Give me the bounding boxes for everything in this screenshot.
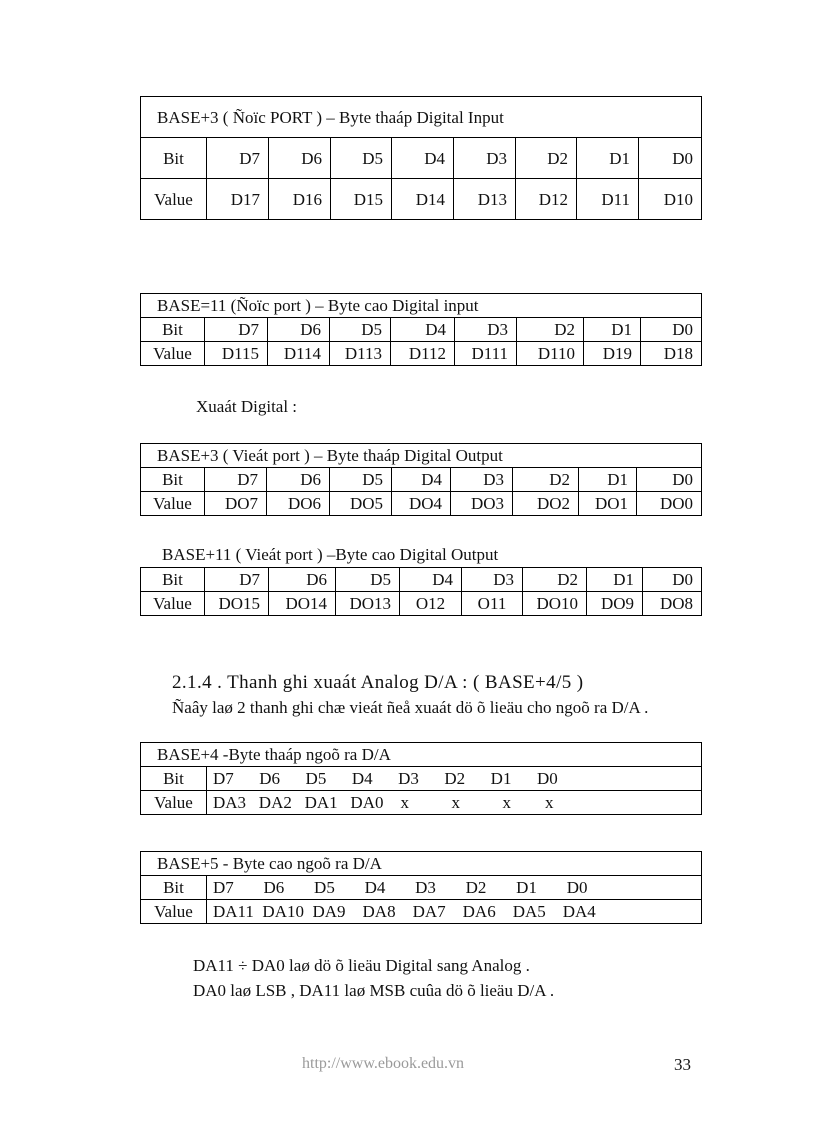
cell: D3 [462,568,523,592]
value-sequence: DA3 DA2 DA1 DA0 x x x x [207,791,702,815]
cell: D4 [391,318,455,342]
cell: D3 [454,138,516,179]
cell: D112 [391,342,455,366]
cell: D114 [268,342,330,366]
value-sequence: DA11 DA10 DA9 DA8 DA7 DA6 DA5 DA4 [207,900,702,924]
row-label: Bit [141,876,207,900]
cell: D0 [641,318,702,342]
row-label: Value [141,492,205,516]
cell: D4 [392,138,454,179]
cell: D6 [268,318,330,342]
cell: DO6 [267,492,330,516]
table-base11-digital-input-high [140,293,701,366]
row-label: Value [141,179,207,220]
cell: D115 [205,342,268,366]
cell: D16 [269,179,331,220]
table-base3-digital-input-low [140,96,701,220]
cell: D14 [392,179,454,220]
row-label: Value [141,342,205,366]
cell: D5 [330,468,392,492]
cell: D7 [205,318,268,342]
note-da-range: DA11 ÷ DA0 laø dö õ lieäu Digital sang Analog . [193,956,530,975]
table-base4-da-low [140,742,701,815]
page-number: 33 [674,1055,691,1074]
cell: D11 [577,179,639,220]
cell: D6 [269,568,336,592]
cell: D3 [451,468,513,492]
cell: D19 [584,342,641,366]
row-label: Bit [141,138,207,179]
cell: O12 [400,592,462,616]
cell: D1 [587,568,643,592]
cell: D1 [584,318,641,342]
row-label: Value [141,592,205,616]
row-label: Value [141,900,207,924]
cell: DO14 [269,592,336,616]
table-title: BASE+3 ( Ñoïc PORT ) – Byte thaáp Digital Input [141,97,702,138]
register-table [140,293,702,366]
cell: D2 [516,138,577,179]
cell: DO8 [643,592,702,616]
cell: D2 [513,468,579,492]
cell: D3 [455,318,517,342]
table-title: BASE+3 ( Vieát port ) – Byte thaáp Digital Output [141,444,702,468]
cell: D7 [205,568,269,592]
cell: D111 [455,342,517,366]
row-label: Bit [141,767,207,791]
register-table [140,443,702,516]
cell: DO5 [330,492,392,516]
register-table [140,567,702,616]
cell: D7 [205,468,267,492]
cell: DO1 [579,492,637,516]
cell: D13 [454,179,516,220]
cell: D0 [639,138,702,179]
bit-sequence: D7 D6 D5 D4 D3 D2 D1 D0 [207,767,702,791]
cell: DO2 [513,492,579,516]
xuat-digital-label: Xuaát Digital : [196,397,298,416]
cell: D6 [269,138,331,179]
cell: D10 [639,179,702,220]
cell: DO0 [637,492,702,516]
row-label: Bit [141,568,205,592]
table-base5-da-high [140,851,701,924]
cell: D4 [400,568,462,592]
cell: DO15 [205,592,269,616]
register-table [140,742,702,815]
cell: D6 [267,468,330,492]
cell: DO10 [523,592,587,616]
table-title: BASE+4 -Byte thaáp ngoõ ra D/A [141,743,702,767]
cell: D12 [516,179,577,220]
table-base3-digital-output-low [140,443,701,516]
table-title: BASE=11 (Ñoïc port ) – Byte cao Digital input [141,294,702,318]
cell: DO4 [392,492,451,516]
cell: DO7 [205,492,267,516]
cell: D5 [330,318,391,342]
register-table [140,851,702,924]
cell: D7 [207,138,269,179]
cell: D2 [517,318,584,342]
table4-caption: BASE+11 ( Vieát port ) –Byte cao Digital Output [162,545,499,564]
cell: D17 [207,179,269,220]
table-base11-digital-output-high [140,567,701,616]
cell: D0 [637,468,702,492]
cell: D0 [643,568,702,592]
cell: D4 [392,468,451,492]
footer-url: http://www.ebook.edu.vn [302,1055,465,1072]
section-description: Ñaây laø 2 thanh ghi chæ vieát ñeå xuaát dö õ lieäu cho ngoõ ra D/A . [172,698,649,717]
cell: D1 [577,138,639,179]
cell: DO3 [451,492,513,516]
cell: O11 [462,592,523,616]
cell: DO13 [336,592,400,616]
cell: D15 [331,179,392,220]
register-table [140,96,702,220]
cell: D113 [330,342,391,366]
row-label: Bit [141,318,205,342]
table-title: BASE+5 - Byte cao ngoõ ra D/A [141,852,702,876]
cell: D110 [517,342,584,366]
bit-sequence: D7 D6 D5 D4 D3 D2 D1 D0 [207,876,702,900]
cell: D5 [336,568,400,592]
cell: DO9 [587,592,643,616]
cell: D2 [523,568,587,592]
row-label: Bit [141,468,205,492]
cell: D5 [331,138,392,179]
cell: D1 [579,468,637,492]
note-lsb-msb: DA0 laø LSB , DA11 laø MSB cuûa dö õ lieäu D/A . [193,981,555,1000]
row-label: Value [141,791,207,815]
section-heading: 2.1.4 . Thanh ghi xuaát Analog D/A : ( BASE+4/5 ) [172,672,584,693]
cell: D18 [641,342,702,366]
